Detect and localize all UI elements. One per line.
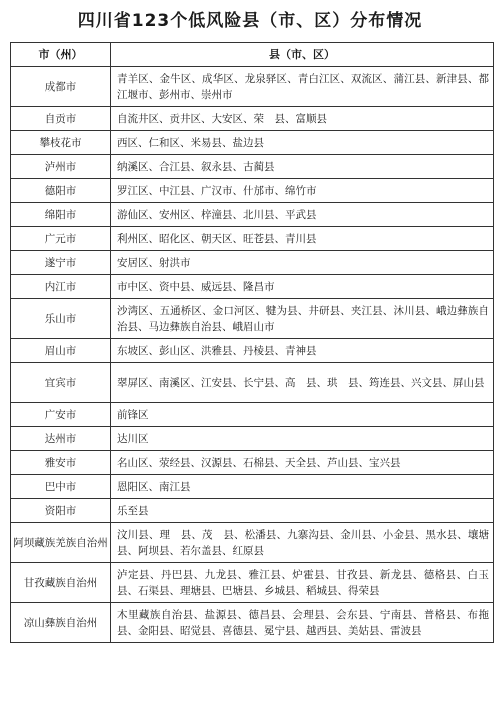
table-row — [11, 475, 494, 499]
city-cell: 凉山彝族自治州 — [11, 603, 111, 643]
header-counties: 县（市、区） — [111, 43, 494, 67]
counties-cell: 前锋区 — [111, 403, 494, 427]
counties-cell: 泸定县、丹巴县、九龙县、雅江县、炉霍县、甘孜县、新龙县、德格县、白玉县、石渠县、理塘县、巴塘县、乡城县、稻城县、得荣县 — [111, 563, 494, 603]
counties-cell: 纳溪区、合江县、叙永县、古蔺县 — [111, 155, 494, 179]
counties-cell: 东坡区、彭山区、洪雅县、丹棱县、青神县 — [111, 339, 494, 363]
city-cell: 眉山市 — [11, 339, 111, 363]
city-cell: 甘孜藏族自治州 — [11, 563, 111, 603]
counties-cell: 游仙区、安州区、梓潼县、北川县、平武县 — [111, 203, 494, 227]
counties-cell: 翠屏区、南溪区、江安县、长宁县、高 县、珙 县、筠连县、兴文县、屏山县 — [111, 363, 494, 403]
table-header-row — [11, 43, 494, 67]
city-cell: 广安市 — [11, 403, 111, 427]
city-cell: 泸州市 — [11, 155, 111, 179]
counties-cell: 恩阳区、南江县 — [111, 475, 494, 499]
counties-cell: 罗江区、中江县、广汉市、什邡市、绵竹市 — [111, 179, 494, 203]
counties-cell: 木里藏族自治县、盐源县、德昌县、会理县、会东县、宁南县、普格县、布拖县、金阳县、昭觉县、喜德县、冕宁县、越西县、美姑县、雷波县 — [111, 603, 494, 643]
counties-cell: 汶川县、理 县、茂 县、松潘县、九寨沟县、金川县、小金县、黑水县、壤塘县、阿坝县、若尔盖县、红原县 — [111, 523, 494, 563]
counties-cell: 达川区 — [111, 427, 494, 451]
city-cell: 乐山市 — [11, 299, 111, 339]
table-row — [11, 427, 494, 451]
city-cell: 攀枝花市 — [11, 131, 111, 155]
city-cell: 宜宾市 — [11, 363, 111, 403]
table-row — [11, 203, 494, 227]
table-row — [11, 299, 494, 339]
counties-cell: 乐至县 — [111, 499, 494, 523]
table-row — [11, 131, 494, 155]
counties-cell: 市中区、资中县、威远县、隆昌市 — [111, 275, 494, 299]
counties-cell: 名山区、荥经县、汉源县、石棉县、天全县、芦山县、宝兴县 — [111, 451, 494, 475]
counties-cell: 青羊区、金牛区、成华区、龙泉驿区、青白江区、双流区、蒲江县、新津县、都江堰市、彭州市、崇州市 — [111, 67, 494, 107]
counties-cell: 安居区、射洪市 — [111, 251, 494, 275]
city-cell: 资阳市 — [11, 499, 111, 523]
city-cell: 德阳市 — [11, 179, 111, 203]
table-row — [11, 107, 494, 131]
city-cell: 遂宁市 — [11, 251, 111, 275]
counties-cell: 西区、仁和区、米易县、盐边县 — [111, 131, 494, 155]
table-row — [11, 451, 494, 475]
table-row — [11, 563, 494, 603]
table-row — [11, 251, 494, 275]
counties-cell: 自流井区、贡井区、大安区、荣 县、富顺县 — [111, 107, 494, 131]
city-cell: 阿坝藏族羌族自治州 — [11, 523, 111, 563]
city-cell: 雅安市 — [11, 451, 111, 475]
table-row — [11, 155, 494, 179]
table-row — [11, 67, 494, 107]
table-row — [11, 339, 494, 363]
counties-cell: 利州区、昭化区、朝天区、旺苍县、青川县 — [111, 227, 494, 251]
table-row — [11, 523, 494, 563]
table-row — [11, 603, 494, 643]
table-row — [11, 499, 494, 523]
header-city: 市（州） — [11, 43, 111, 67]
table-body — [11, 67, 494, 643]
city-cell: 巴中市 — [11, 475, 111, 499]
table-row — [11, 227, 494, 251]
city-cell: 自贡市 — [11, 107, 111, 131]
city-cell: 绵阳市 — [11, 203, 111, 227]
table-row — [11, 403, 494, 427]
table-row — [11, 363, 494, 403]
city-cell: 成都市 — [11, 67, 111, 107]
table-row — [11, 275, 494, 299]
page-title: 四川省123个低风险县（市、区）分布情况 — [77, 11, 423, 31]
distribution-table — [10, 42, 494, 643]
table-row — [11, 179, 494, 203]
city-cell: 内江市 — [11, 275, 111, 299]
city-cell: 广元市 — [11, 227, 111, 251]
counties-cell: 沙湾区、五通桥区、金口河区、犍为县、井研县、夹江县、沐川县、峨边彝族自治县、马边彝族自治县、峨眉山市 — [111, 299, 494, 339]
city-cell: 达州市 — [11, 427, 111, 451]
